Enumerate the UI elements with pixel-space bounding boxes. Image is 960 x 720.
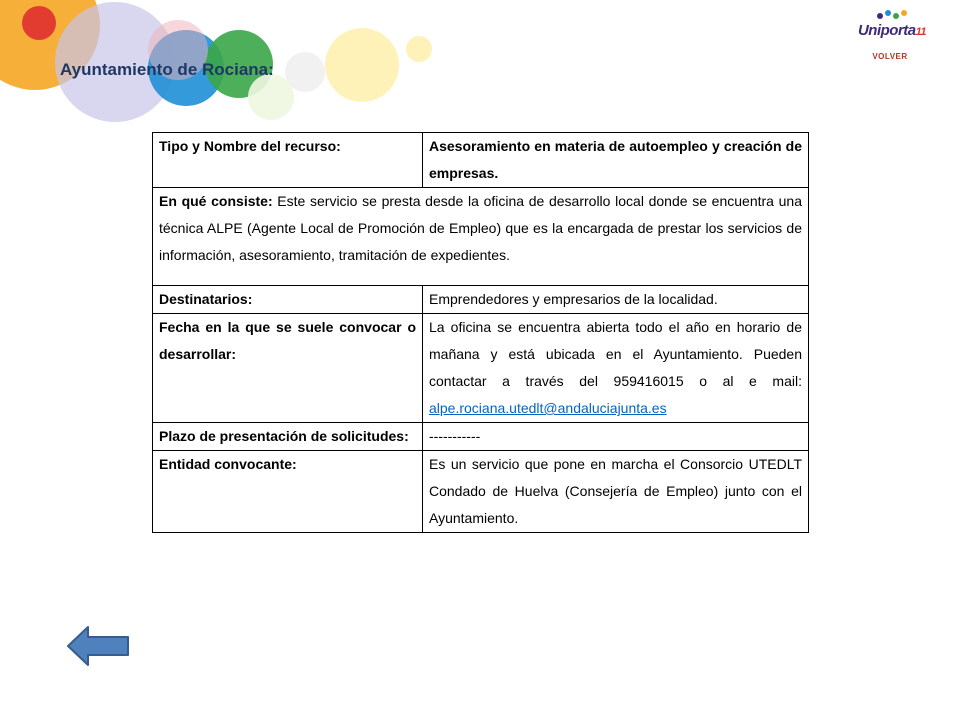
table-row-consiste xyxy=(153,188,809,286)
decor-circle-lightgreen xyxy=(248,74,294,120)
value-consiste: Este servicio se presta desde la oficina de desarrollo local donde se encuentra una técnica ALPE (Agente Local de Promoción de Empleo) que es la encargada de prestar los servicios de información, asesoramiento, tramitación de expedientes. xyxy=(159,193,802,263)
decor-circle-yellow xyxy=(325,28,399,102)
logo-wordmark: Uniporta11 xyxy=(857,22,927,39)
volver-link[interactable]: VOLVER xyxy=(872,52,908,61)
value-fecha: La oficina se encuentra abierta todo el año en horario de mañana y está ubicada en el Ayuntamiento. Pueden contactar a través del 959416015 o al e mail: xyxy=(429,319,802,389)
label-consiste: En qué consiste: xyxy=(159,193,273,209)
value-destinatarios: Emprendedores y empresarios de la localidad. xyxy=(423,286,809,314)
value-entidad: Es un servicio que pone en marcha el Consorcio UTEDLT Condado de Huelva (Consejería de Empleo) junto con el Ayuntamiento. xyxy=(423,451,809,533)
page-title: Ayuntamiento de Rociana: xyxy=(60,60,274,79)
value-plazo: ----------- xyxy=(423,423,809,451)
table-row-fecha xyxy=(153,314,809,423)
table-row-destinatarios xyxy=(153,286,809,314)
resource-table xyxy=(152,132,809,533)
cell-fecha xyxy=(423,314,809,423)
left-arrow-icon[interactable] xyxy=(66,624,130,668)
table-row-tipo xyxy=(153,133,809,188)
label-entidad: Entidad convocante: xyxy=(153,451,423,533)
decor-circle-red xyxy=(22,6,56,40)
label-destinatarios: Destinatarios: xyxy=(153,286,423,314)
label-plazo: Plazo de presentación de solicitudes: xyxy=(153,423,423,451)
label-fecha: Fecha en la que se suele convocar o desarrollar: xyxy=(153,314,423,423)
uniporta-logo xyxy=(852,8,932,64)
table-row-entidad xyxy=(153,451,809,533)
value-tipo: Asesoramiento en materia de autoempleo y creación de empresas. xyxy=(423,133,809,188)
logo-figures-icon xyxy=(874,8,914,22)
cell-consiste xyxy=(153,188,809,286)
decor-circle-small-yellow xyxy=(406,36,432,62)
table-row-plazo xyxy=(153,423,809,451)
label-tipo: Tipo y Nombre del recurso: xyxy=(153,133,423,188)
email-link[interactable]: alpe.rociana.utedlt@andaluciajunta.es xyxy=(429,400,667,416)
